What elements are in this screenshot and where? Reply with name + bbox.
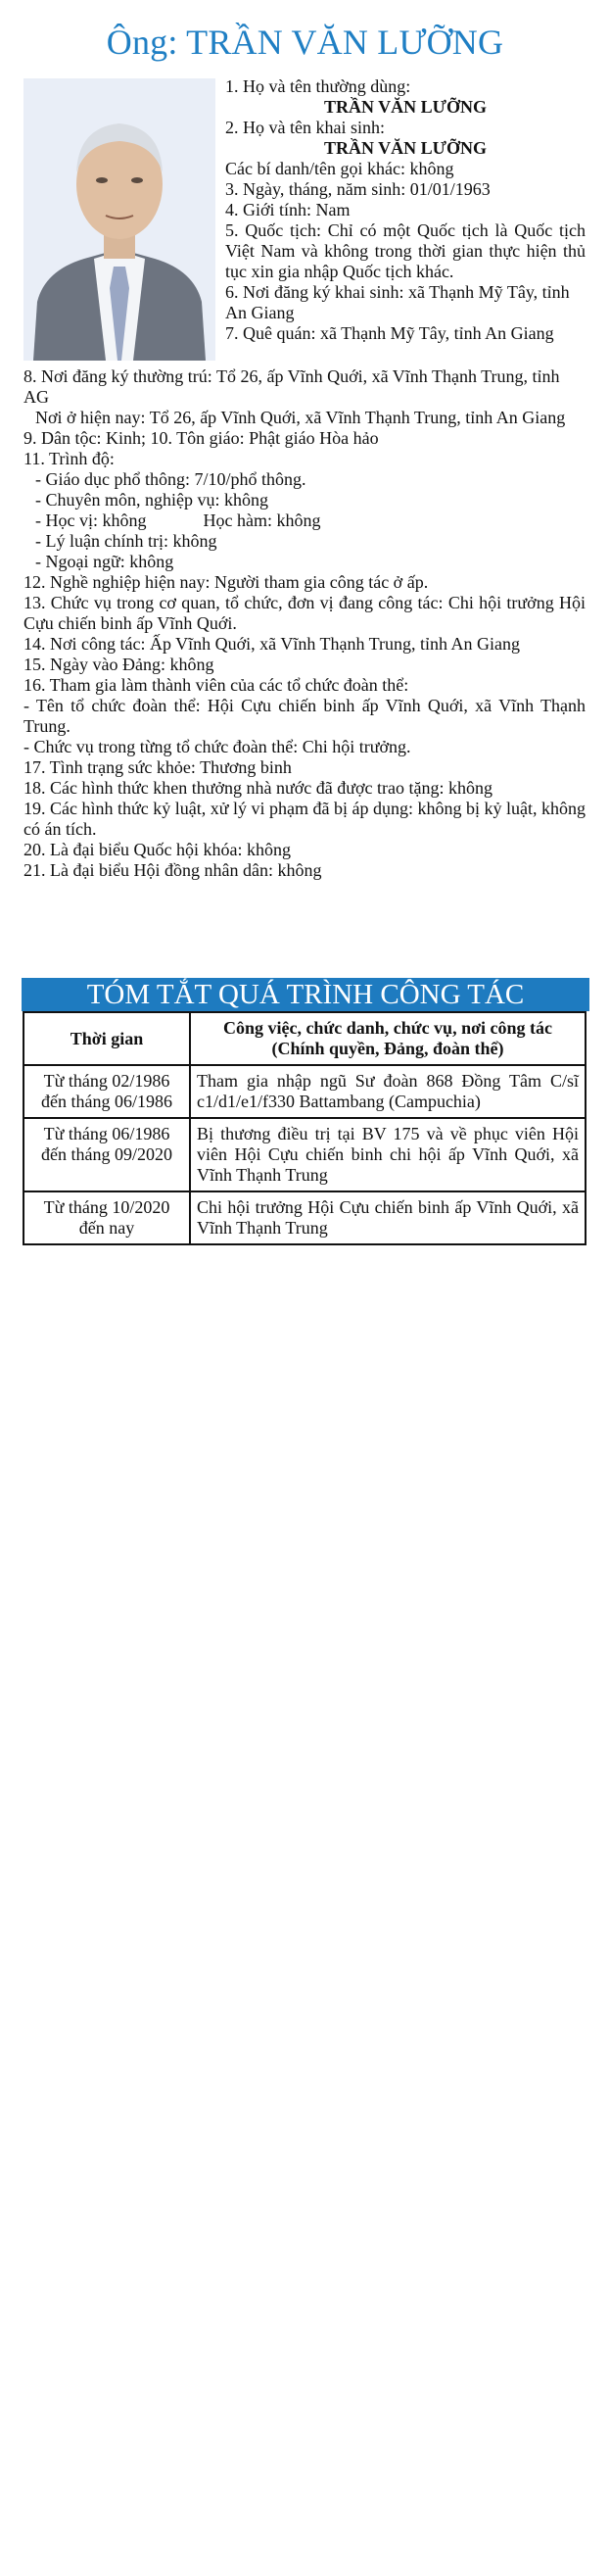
career-header-time: Thời gian — [23, 1012, 190, 1065]
bio-field-current-residence: Nơi ở hiện nay: Tổ 26, ấp Vĩnh Quới, xã Vĩnh Thạnh Trung, tỉnh An Giang — [35, 408, 566, 427]
career-row-time-to: đến tháng 06/1986 — [41, 1092, 172, 1111]
bio-field-peoples-council: 21. Là đại biểu Hội đồng nhân dân: không — [23, 860, 322, 880]
bio-field-birth-name-value: TRẦN VĂN LƯỠNG — [323, 138, 487, 158]
bio-field-party-join-date: 15. Ngày vào Đảng: không — [23, 655, 214, 674]
bio-field-discipline: 19. Các hình thức kỷ luật, xử lý vi phạm đã bị áp dụng: không bị kỷ luật, không có án tích. — [23, 799, 586, 839]
bio-field-national-assembly: 20. Là đại biểu Quốc hội khóa: không — [23, 840, 291, 859]
career-table-header-row — [23, 1012, 586, 1065]
career-table — [23, 1011, 587, 1245]
table-row — [23, 1191, 586, 1244]
bio-field-permanent-residence: 8. Nơi đăng ký thường trú: Tổ 26, ấp Vĩnh Quới, xã Vĩnh Thạnh Trung, tỉnh AG — [23, 366, 560, 407]
bio-field-foreign-language: - Ngoại ngữ: không — [35, 552, 174, 571]
career-row-time-from: Từ tháng 02/1986 — [43, 1071, 170, 1091]
bio-field-nationality: 5. Quốc tịch: Chỉ có một Quốc tịch là Quốc tịch Việt Nam và không trong thời gian thực hiện thủ tục xin gia nhập Quốc tịch khác. — [225, 220, 586, 281]
bio-field-aliases: Các bí danh/tên gọi khác: không — [225, 159, 454, 178]
career-row-work: Tham gia nhập ngũ Sư đoàn 868 Đồng Tâm C/sĩ c1/d1/e1/f330 Battambang (Campuchia) — [190, 1065, 586, 1118]
career-row-time-from: Từ tháng 10/2020 — [43, 1197, 170, 1217]
career-row-work: Chi hội trưởng Hội Cựu chiến binh ấp Vĩnh Quới, xã Vĩnh Thạnh Trung — [190, 1191, 586, 1244]
table-row — [23, 1118, 586, 1191]
career-row-time — [23, 1065, 190, 1118]
career-row-time-from: Từ tháng 06/1986 — [43, 1124, 170, 1143]
bio-field-organization-role: - Chức vụ trong từng tổ chức đoàn thể: Chi hội trưởng. — [23, 737, 411, 756]
bio-field-workplace: 14. Nơi công tác: Ấp Vĩnh Quới, xã Vĩnh Thạnh Trung, tỉnh An Giang — [23, 634, 521, 654]
bio-field-organizations-heading: 16. Tham gia làm thành viên của các tổ chức đoàn thể: — [23, 675, 409, 695]
bio-field-occupation: 12. Nghề nghiệp hiện nay: Người tham gia công tác ở ấp. — [23, 572, 429, 592]
bio-field-academic-title: Học hàm: không — [203, 510, 321, 530]
bio-field-common-name-value: TRẦN VĂN LƯỠNG — [323, 97, 487, 117]
career-summary-banner: TÓM TẮT QUÁ TRÌNH CÔNG TÁC — [22, 978, 589, 1011]
bio-field-awards: 18. Các hình thức khen thưởng nhà nước đã được trao tặng: không — [23, 778, 493, 798]
bio-field-hometown: 7. Quê quán: xã Thạnh Mỹ Tây, tỉnh An Giang — [225, 323, 554, 343]
career-row-time-to: đến tháng 09/2020 — [41, 1144, 172, 1164]
bio-field-general-education: - Giáo dục phổ thông: 7/10/phổ thông. — [35, 469, 306, 489]
bio-field-health: 17. Tình trạng sức khỏe: Thương binh — [23, 757, 292, 777]
bio-field-political-theory: - Lý luận chính trị: không — [35, 531, 217, 551]
bio-field-birth-date: 3. Ngày, tháng, năm sinh: 01/01/1963 — [225, 179, 491, 199]
bio-field-gender: 4. Giới tính: Nam — [225, 200, 351, 219]
career-row-time-to: đến nay — [78, 1218, 135, 1238]
career-row-work: Bị thương điều trị tại BV 175 và về phục viên Hội viên Hội Cựu chiến binh chi hội ấp Vĩnh Quới, xã Vĩnh Thạnh Trung — [190, 1118, 586, 1191]
bio-field-degree: - Học vị: không — [35, 510, 147, 530]
career-header-work-line-2: (Chính quyền, Đảng, đoàn thể) — [271, 1039, 504, 1058]
table-row — [23, 1065, 586, 1118]
bio-field-birth-registration: 6. Nơi đăng ký khai sinh: xã Thạnh Mỹ Tây, tỉnh An Giang — [225, 282, 570, 322]
bio-field-organization-name: - Tên tổ chức đoàn thể: Hội Cựu chiến binh ấp Vĩnh Quới, xã Vĩnh Thạnh Trung. — [23, 696, 586, 736]
bio-field-birth-name-label: 2. Họ và tên khai sinh: — [225, 118, 385, 137]
bio-field-position: 13. Chức vụ trong cơ quan, tổ chức, đơn vị đang công tác: Chi hội trưởng Hội Cựu chiến binh ấp Vĩnh Quới. — [23, 593, 586, 633]
bio-field-professional-training: - Chuyên môn, nghiệp vụ: không — [35, 490, 268, 510]
career-row-time — [23, 1118, 190, 1191]
bio-field-ethnicity-religion: 9. Dân tộc: Kinh; 10. Tôn giáo: Phật giáo Hòa hảo — [23, 428, 379, 448]
career-header-work — [190, 1012, 586, 1065]
photo-float-spacer — [23, 76, 225, 366]
bio-field-education-heading: 11. Trình độ: — [23, 449, 115, 468]
biography-section — [23, 76, 586, 881]
bio-field-common-name-label: 1. Họ và tên thường dùng: — [225, 76, 411, 96]
career-row-time — [23, 1191, 190, 1244]
bio-field-degree-title — [23, 510, 586, 531]
page-title: Ông: TRẦN VĂN LƯỠNG — [106, 23, 504, 62]
career-header-work-line-1: Công việc, chức danh, chức vụ, nơi công tác — [222, 1018, 553, 1038]
